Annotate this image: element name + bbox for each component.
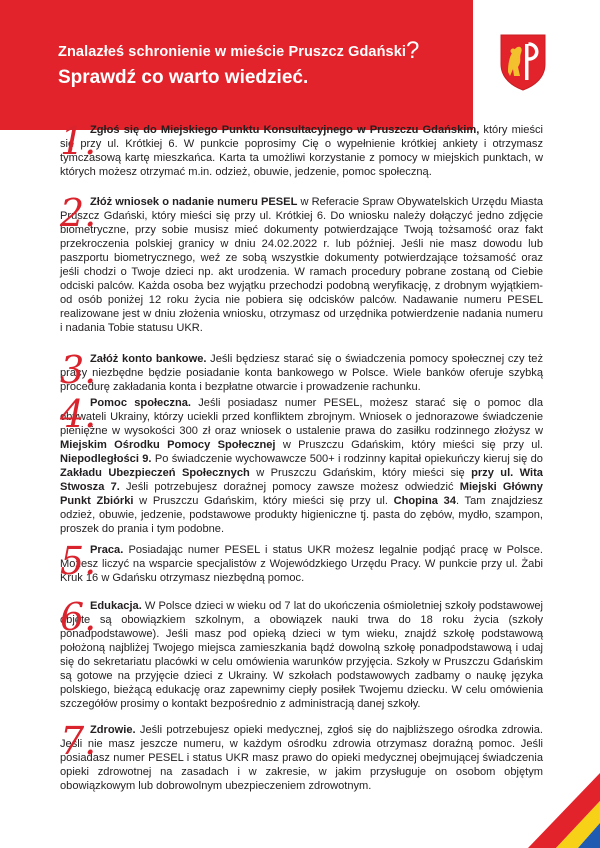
pruszcz-gdanski-crest-icon [498,32,548,92]
item-number: 7. [60,719,97,763]
bold-text: Zakładu Ubezpieczeń Społecznych [60,466,250,479]
header-title [58,37,419,89]
text-segment: Jeśli potrzebujesz doraźnej pomocy zawsze możesz odwiedzić [119,480,460,493]
list-item [60,119,543,180]
text-segment: W Polsce dzieci w wieku od 7 lat do ukończenia ośmioletniej szkoły podstawowej objęte są obowiązkiem szkolnym, a obowiązek nauki trwa do 18 roku życia (szkoły ponadpodstawowe). Jeśli masz pod opieką dzieci w tym wieku, znajdź szkołę podstawową położoną najbliżej Twojego miejsca zamieszkania bądź dowolną szkołę ponadpodstawową i udaj się do sekretariatu placówki w celu omówienia warunków przyjęcia. Szkoły w Pruszczu Gdańskim są gotowe na przyjęcie dzieci z Ukrainy. W szkołach podstawowych zadbamy o naukę języka polskiego, bieżącą edukację oraz zapewnimy ciepły posiłek Twojemu dziecku. W celu omówienia szczegółów prosimy o kontakt bezpośrednio z administracją danej szkoły. [60,600,543,710]
list-item [60,392,543,537]
text-segment: Jeśli posiadasz numer PESEL, możesz starać się o pomoc dla obywateli Ukrainy, którzy uciekli przed konfliktem zbrojnym. Wniosek o jednorazowe świadczenie pieniężne w wysokości 300 zł oraz wniosek o ustalenie prawa do zasiłku rodzinnego złożysz w [60,397,543,437]
item-text [60,539,543,586]
bold-text: Niepodległości 9. [60,452,152,465]
text-segment: Posiadając numer PESEL i status UKR możesz legalnie podjąć pracę w Polsce. Możesz liczyć na wsparcie specjalistów z Wojewódzkiego Urzędu Pracy. W punkcie przy ul. Żabi Kruk 16 w Gdańsku otrzymasz niezbędną pomoc. [60,544,543,584]
text-segment: Jeśli będziesz starać się o świadczenia pomocy społecznej czy też pracy niezbędne będzie posiadanie konta bankowego w Polsce. Wiele banków oferuje szybką procedurę zakładania konta i bezpłatne otwarcie i prowadzenie rachunku. [60,353,543,393]
item-number: 6. [60,595,97,639]
bold-text: Miejskim Ośrodku Pomocy Społecznej [60,438,276,451]
bold-text: Złóż wniosek o nadanie numeru PESEL [90,196,298,208]
bold-text: Praca. [90,544,124,556]
item-text [60,719,543,794]
item-number: 4. [60,392,97,436]
item-number: 2. [60,191,97,235]
text-segment: który mieści się przy ul. Krótkiej 6. W punkcie poprosimy Cię o wypełnienie krótkiej ankiety i otrzymasz tymczasową kartę mieszkańca. Karta ta umożliwi korzystanie z pomocy w miejskich punktach, w których możesz otrzymać m.in. odzież, obuwie, jedzenie, pomoc społeczną. [60,124,543,178]
list-item [60,719,543,794]
question-mark: ? [406,37,420,64]
bold-text: Załóż konto bankowe. [90,353,207,365]
text-segment: w Pruszczu Gdańskim, który mieści się przy ul. [133,494,394,507]
list-item [60,191,543,336]
text-segment: w Referacie Spraw Obywatelskich Urzędu Miasta Pruszcz Gdański, który mieści się przy ul. Krótkiej 6. Do wniosku należy dołączyć jedno zdjęcie biometryczne, przy sobie musisz mieć dokumenty potwierdzające Twoją tożsamość oraz fakt przekroczenia polskiej granicy w dniu 24.02.2022 r. lub później. Jeśli nie masz dowodu lub paszportu biometrycznego, weź ze sobą wszystkie dokumenty potwierdzające tożsamość oraz jeśli chodzi o Twoje dzieci np. akt urodzenia. W ramach procedury pobrane zostaną od Ciebie odciski palców. Każda osoba bez wyjątku przechodzi podobną weryfikację, z drobnym wyjątkiem-od osób poniżej 12 roku życia nie pobiera się odcisków palców. Nadawanie numeru PESEL realizowane jest w dniu złożenia wniosku, otrzymasz od urzędnika potwierdzenie nadania numeru i nadania Tobie statusu UKR. [60,196,543,334]
text-segment: Jeśli potrzebujesz opieki medycznej, zgłoś się do najbliższego ośrodka zdrowia. Jeśli nie masz jeszcze numeru, w każdym ośrodku zdrowia otrzymasz doraźną pomoc. Jeśli posiadasz numer PESEL i status UKR masz prawo do opieki medycznej obejmującej świadczenia opieki zdrowotnej na zasadach i w zakresie, w jakim przysługuje on osobom objętym obowiązkowym lub dobrowolnym ubezpieczeniem zdrowotnym. [60,724,543,792]
header-subtitle: Sprawdź co warto wiedzieć. [58,67,309,88]
item-text [60,191,543,336]
bold-text: Chopina 34 [393,494,456,507]
bold-text: przy ul. Wita Stwosza 7. [60,466,543,493]
bold-text: Miejski Główny Punkt Zbiórki [60,480,543,507]
text-segment: w Pruszczu Gdańskim, który mieści się [249,466,472,479]
list-item [60,595,543,712]
text-segment: . Tam znajdziesz odzież, obuwie, jedzenie, podstawowe produkty higieniczne tj. pasta do zębów, mydło, szampon, proszek do prania i tym podobne. [60,494,543,535]
header-question: Znalazłeś schronienie w mieście Pruszcz Gdański? [58,37,420,64]
item-number: 5. [60,539,97,583]
flag-stripes-corner-icon [490,753,600,848]
item-text [60,392,543,537]
bold-text: Zgłoś się do Miejskiego Punktu Konsultacyjnego w Pruszczu Gdańskim, [90,124,480,136]
list-item [60,539,543,586]
bold-text: Pomoc społeczna. [90,397,191,409]
bold-text: Zdrowie. [90,724,136,736]
item-text [60,119,543,180]
item-number: 3. [60,348,97,392]
header-banner [0,0,473,130]
item-number: 1. [60,119,97,163]
text-segment: w Pruszczu Gdańskim, który mieści się przy ul. [275,438,543,451]
item-text [60,348,543,395]
list-item [60,348,543,395]
item-text [60,595,543,712]
text-segment: Po świadczenie wychowawcze 500+ i rodzinny kapitał opiekuńczy kieruj się do [151,452,543,465]
bold-text: Edukacja. [90,600,142,612]
